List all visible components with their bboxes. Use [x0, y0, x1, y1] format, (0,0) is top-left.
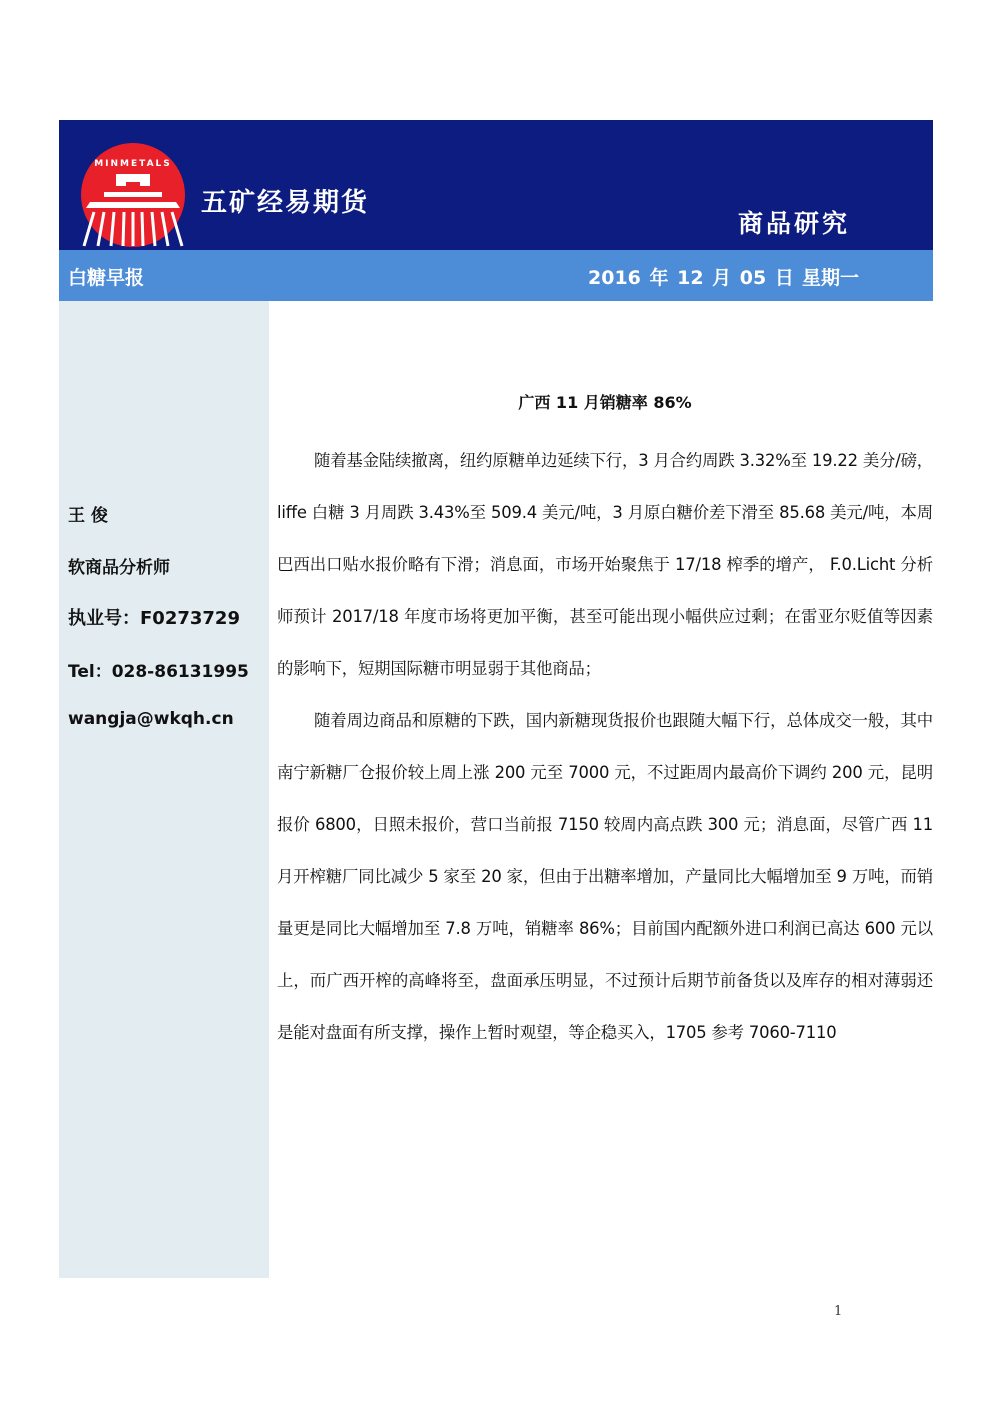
report-date: 2016 年 12 月 05 日	[588, 267, 794, 289]
report-name: 白糖早报	[68, 267, 145, 289]
report-header	[59, 120, 933, 250]
analyst-title: 软商品分析师	[68, 558, 170, 578]
title-bar	[59, 250, 933, 301]
article-paragraph: 随着周边商品和原糖的下跌，国内新糖现货报价也跟随大幅下行，总体成交一般，其中南宁新糖厂仓报价较上周上涨 200 元至 7000 元，不过距周内最高价下调约 200 元，昆明报价 6800，日照未报价，营口当前报 7150 较周内高点跌 300 元；消息面，尽管广西 11 月开榨糖厂同比减少 5 家至 20 家，但由于出糖率增加，产量同比大幅增加至 9 万吨，而销量更是同比大幅增加至 7.8 万吨，销糖率 86%；目前国内配额外进口利润已高达 600 元以上，而广西开榨的高峰将至，盘面承压明显，不过预计后期节前备货以及库存的相对薄弱还是能对盘面有所支撑，操作上暂时观望，等企稳买入，1705 参考 7060-7110	[277, 711, 933, 1042]
analyst-email: wangja@wkqh.cn	[68, 709, 234, 729]
analyst-name: 王 俊	[68, 506, 108, 526]
article-body	[277, 390, 933, 1059]
analyst-sidebar	[59, 301, 269, 1278]
section-label: 商品研究	[738, 209, 851, 238]
logo-text: MINMETALS	[94, 159, 172, 169]
analyst-license: 执业号：F0273729	[68, 608, 240, 629]
company-logo	[80, 142, 187, 249]
analyst-phone: Tel：028-86131995	[68, 662, 249, 682]
page-number: 1	[834, 1304, 843, 1319]
company-name: 五矿经易期货	[201, 188, 370, 218]
article-title: 广西 11 月销糖率 86%	[518, 393, 692, 412]
article-paragraph: 随着基金陆续撤离，纽约原糖单边延续下行，3 月合约周跌 3.32%至 19.22 美分/磅，liffe 白糖 3 月周跌 3.43%至 509.4 美元/吨，3 月原白糖价差下滑至 85.68 美元/吨，本周巴西出口贴水报价略有下滑；消息面，市场开始聚焦于 17/18 榨季的增产， F.0.Licht 分析师预计 2017/18 年度市场将更加平衡，甚至可能出现小幅供应过剩；在雷亚尔贬值等因素的影响下，短期国际糖市明显弱于其他商品；	[277, 451, 933, 678]
report-weekday: 星期一	[802, 267, 860, 289]
